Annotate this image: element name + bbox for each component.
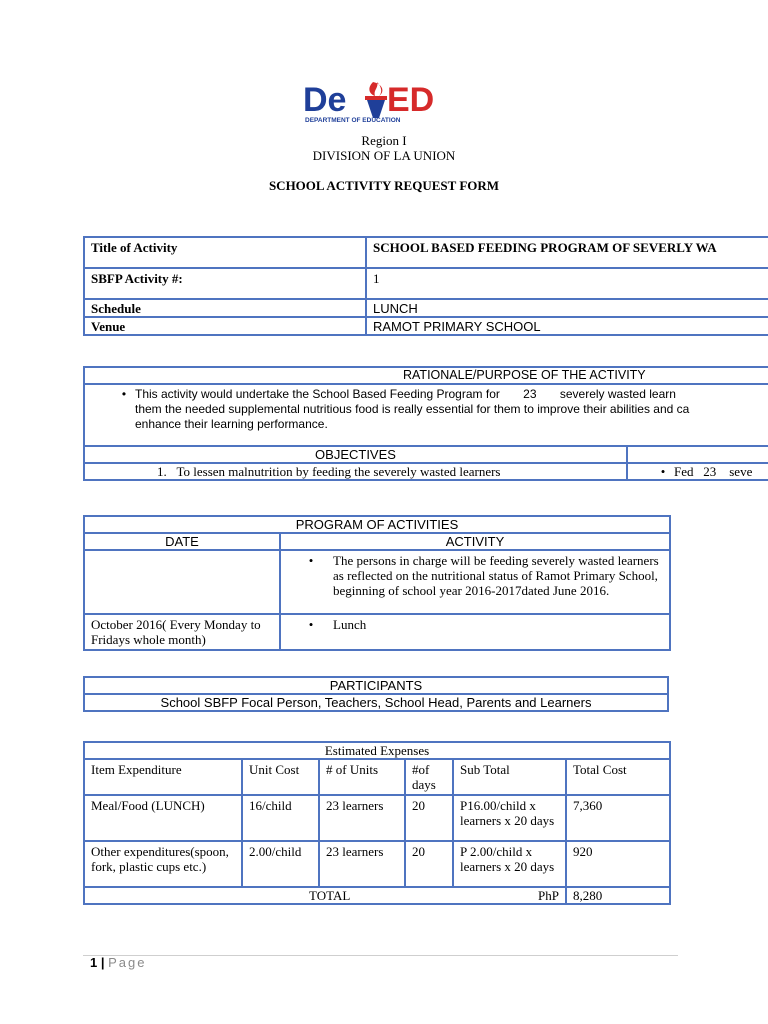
table-row [84,841,670,887]
title-label: Title of Activity [84,237,366,268]
expense-cell: 920 [566,841,670,887]
schedule-label: Schedule [84,299,366,317]
expense-cell: 20 [405,841,453,887]
participants-heading: PARTICIPANTS [84,677,668,694]
rationale-table [83,366,768,481]
expenses-header: Sub Total [453,759,566,795]
expenses-header: #of days [405,759,453,795]
venue-label: Venue [84,317,366,335]
expense-cell: Meal/Food (LUNCH) [84,795,242,841]
program-row1-date [84,550,280,614]
rationale-heading: RATIONALE/PURPOSE OF THE ACTIVITY [84,367,768,384]
expense-cell: Other expenditures(spoon, fork, plastic cups etc.) [84,841,242,887]
program-col-activity: ACTIVITY [280,533,670,550]
total-value: 8,280 [566,887,670,904]
expenses-heading: Estimated Expenses [84,742,670,759]
form-title: SCHOOL ACTIVITY REQUEST FORM [268,178,500,193]
page-label: Page [108,955,147,970]
program-row2-activity: • Lunch [280,614,670,650]
expense-cell: 16/child [242,795,319,841]
objective-1: 1. To lessen malnutrition by feeding the severely wasted learners [84,463,627,480]
objectives-heading: OBJECTIVES [84,446,627,463]
participants-value: School SBFP Focal Person, Teachers, School Head, Parents and Learners [84,694,668,711]
expense-cell: P16.00/child x learners x 20 days [453,795,566,841]
participants-table [83,676,669,712]
page-footer [90,955,147,970]
region-text: Region I [361,133,407,148]
expenses-table [83,741,671,905]
total-currency: PhP [538,888,559,903]
svg-text:ED: ED [387,81,435,119]
page-number: 1 [90,955,98,970]
total-label: TOTAL [309,888,351,903]
program-row2-date: October 2016( Every Monday to Fridays whole month) [84,614,280,650]
schedule-value: LUNCH [366,299,768,317]
svg-text:De: De [303,81,347,119]
expense-cell: 2.00/child [242,841,319,887]
expenses-header: Total Cost [566,759,670,795]
deped-logo [303,78,467,124]
sbfp-label: SBFP Activity #: [84,268,366,299]
svg-text:DEPARTMENT OF EDUCATION: DEPARTMENT OF EDUCATION [305,117,401,124]
expenses-header: # of Units [319,759,405,795]
footer-divider [83,955,678,956]
expense-cell: P 2.00/child x learners x 20 days [453,841,566,887]
expenses-header: Unit Cost [242,759,319,795]
expense-cell: 20 [405,795,453,841]
objective-right: • Fed 23 seve [627,463,768,480]
expense-cell: 23 learners [319,795,405,841]
venue-value: RAMOT PRIMARY SCHOOL [366,317,768,335]
rationale-text: • This activity would undertake the School Based Feeding Program for 23 severely wasted learn them the needed supplemental nutritious food is really essential for them to improve their abilities and ca enhance their learning performance. [84,384,768,446]
expenses-header: Item Expenditure [84,759,242,795]
activity-info-table [83,236,768,336]
expense-cell: 23 learners [319,841,405,887]
page-separator: | [100,955,105,970]
program-col-date: DATE [84,533,280,550]
table-row [84,795,670,841]
objectives-heading-right [627,446,768,463]
division-text: DIVISION OF LA UNION [312,148,456,163]
sbfp-value: 1 [366,268,768,299]
program-row1-activity: • The persons in charge will be feeding severely wasted learners as reflected on the nutritional status of Ramot Primary School, beginning of school year 2016-2017dated June 2016. [280,550,670,614]
total-row [84,887,566,904]
program-heading: PROGRAM OF ACTIVITIES [84,516,670,533]
expense-cell: 7,360 [566,795,670,841]
program-table [83,515,671,651]
title-value: SCHOOL BASED FEEDING PROGRAM OF SEVERLY WA [366,237,768,268]
